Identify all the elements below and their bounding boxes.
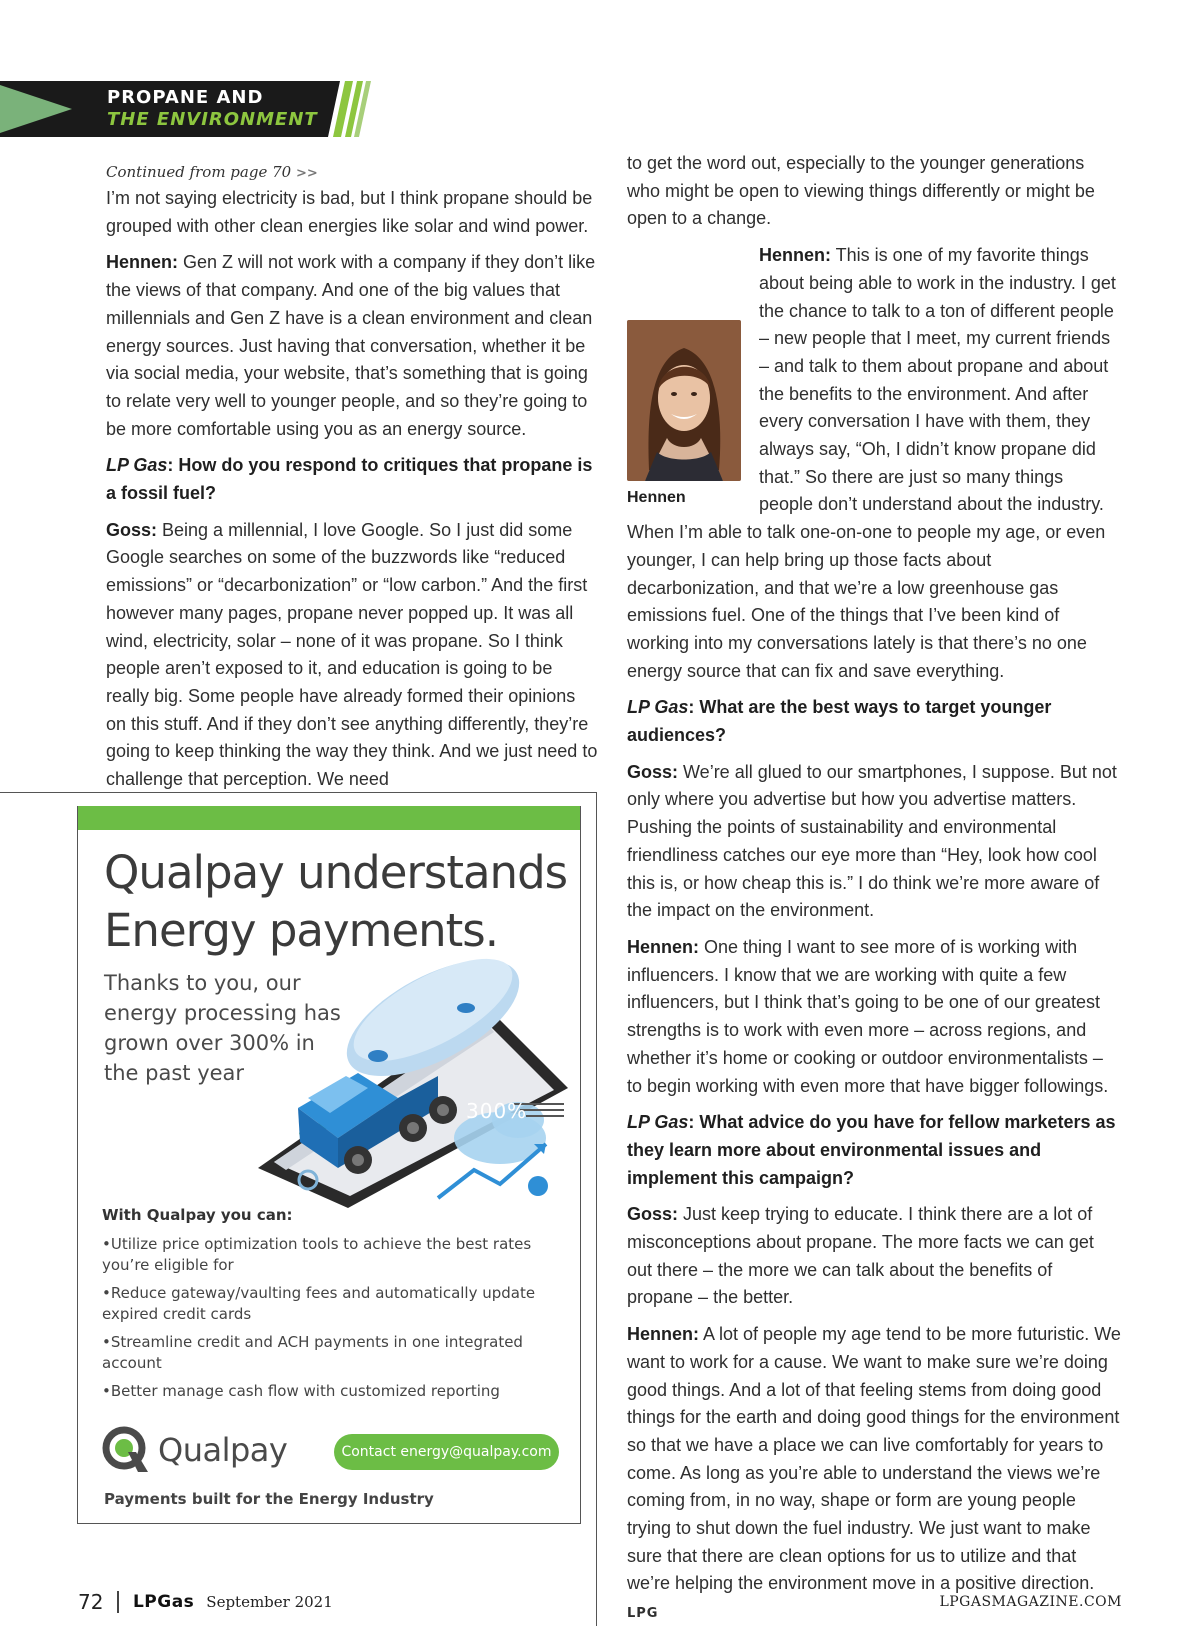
ad-sub-line: energy processing has [104, 1001, 341, 1025]
ad-benefit-item: • Streamline credit and ACH payments in one integrated account [102, 1332, 562, 1374]
paragraph: I’m not saying electricity is bad, but I think propane should be grouped with other clean energies like solar and wind power. [106, 188, 593, 236]
hennen-photo-block [627, 320, 747, 507]
question-text: : What are the best ways to target younger audiences? [627, 697, 1052, 746]
ad-benefit-item: • Reduce gateway/vaulting fees and automatically update expired credit cards [102, 1283, 562, 1325]
banner-title-line1: PROPANE AND [107, 87, 264, 108]
hennen-photo [627, 320, 741, 481]
speaker-name: Hennen: [627, 936, 699, 957]
ad-sub-line: Thanks to you, our [104, 971, 301, 995]
paragraph [106, 249, 598, 443]
question-source: LP Gas [106, 455, 168, 476]
ad-art-badge: 300% [466, 1099, 528, 1123]
ad-sub-line: the past year [104, 1061, 245, 1085]
paragraph-text: This is one of my favorite things about being able to work in the industry. I get the chance to talk to a ton of different people – new people that I meet, my current friends – and talk to them about propane and about the benefits to the environment. And after every conversation I have with them, they always say, “Oh, I didn’t know propane did that.” So there are just so many things people don’t understand about the industry. When I’m able to talk one-on-one to people my age, or even younger, I can help bring up those facts about decarbonization, and that we’re a low greenhouse gas emissions fuel. One of the things that I’ve been kind of working into my conversations lately is that there’s no one energy source that can fix and save everything. [627, 245, 1116, 681]
paragraph [106, 517, 598, 794]
paragraph-text: Being a millennial, I love Google. So I just did some Google searches on some of the buzzwords like “reduced emissions” or “decarbonization” or “low carbon.” And the first however many pages, propane never popped up. It was all wind, electricity, solar – none of it was propane. So I think people aren’t exposed to it, and education is going to be really big. Some people have already formed their opinions on this stuff. And if they don’t see anything differently, they’re going to keep thinking the way they think. And we just need to challenge that perception. We need [106, 519, 598, 790]
page-footer [78, 1590, 333, 1614]
speaker-name: Hennen: [759, 245, 831, 266]
banner-title-line2: THE ENVIRONMENT [107, 109, 318, 130]
ad-headline-line2: Energy payments. [104, 904, 499, 957]
continued-note [106, 161, 598, 185]
paragraph [627, 1321, 1121, 1626]
ad-headline-line1: Qualpay understands [104, 846, 568, 899]
ad-benefits-list [102, 1234, 562, 1409]
ad-benefit-item: • Utilize price optimization tools to achieve the best rates you’re eligible for [102, 1234, 562, 1276]
speaker-name: Hennen: [106, 252, 178, 273]
paragraph [627, 1201, 1121, 1312]
speaker-name: Goss: [627, 1204, 679, 1225]
ad-benefits-label: With Qualpay you can: [102, 1206, 293, 1224]
issue-date: September 2021 [206, 1593, 333, 1611]
ad-sub-line: grown over 300% in [104, 1031, 315, 1055]
section-banner [0, 81, 372, 137]
speaker-name: Goss: [106, 519, 158, 540]
paragraph [627, 934, 1121, 1100]
footer-divider [117, 1591, 119, 1613]
page-number: 72 [78, 1590, 104, 1614]
photo-caption: Hennen [627, 489, 686, 506]
paragraph-text: One thing I want to see more of is working with influencers. I know that we are working with quite a few influencers, but I think that’s going to be one of our greatest strengths is to work with even more – across regions, and whether it’s home or cooking or outdoor environmentalists – to begin working with even more that have bigger followings. [627, 936, 1109, 1096]
truck-phone-illustration [238, 948, 568, 1208]
paragraph: to get the word out, especially to the younger generations who might be open to viewing things differently or might be open to a change. [627, 153, 1095, 229]
ad-headline [104, 844, 567, 960]
paragraph-text: A lot of people my age tend to be more futuristic. We want to work for a cause. We want to make sure we’re doing good things. And a lot of that feeling stems from doing good things for the earth and doing good things for the environment so that we have a place we can live comfortably for years to come. As long as you’re able to understand the views we’re coming from, in no way, shape or form are young people trying to shut down the fuel industry. We just want to make sure that there are clean options for us to utilize and that we’re helping the environment move in a positive direction. [627, 1324, 1121, 1594]
paragraph [627, 759, 1121, 925]
end-mark: LPG [627, 1606, 659, 1622]
qualpay-logo[interactable] [102, 1426, 287, 1474]
ad-benefit-item: • Better manage cash flow with customized reporting [102, 1381, 562, 1402]
interview-question [106, 452, 598, 507]
ad-top-bar [78, 806, 580, 830]
contact-email-button[interactable]: Contact energy@qualpay.com [334, 1434, 559, 1470]
article-left-column [106, 161, 598, 803]
magazine-website[interactable]: LPGASMAGAZINE.COM [939, 1594, 1122, 1610]
paragraph-text: Just keep trying to educate. I think there are a lot of misconceptions about propane. The more facts we can get out there – the more we can talk about the benefits of propane – the better. [627, 1204, 1094, 1308]
continued-arrow-icon: >> [295, 166, 318, 181]
speaker-name: Goss: [627, 761, 679, 782]
qualpay-q-icon [102, 1426, 152, 1474]
qualpay-wordmark: Qualpay [158, 1431, 288, 1469]
question-text: : How do you respond to critiques that propane is a fossil fuel? [106, 455, 593, 504]
continued-text: Continued from page 70 [106, 163, 292, 181]
question-text: : What advice do you have for fellow marketers as they learn more about environmental issues and implement this campaign? [627, 1112, 1116, 1188]
interview-question [627, 1109, 1121, 1192]
banner-title [107, 87, 318, 131]
question-source: LP Gas [627, 697, 689, 718]
paragraph-text: Gen Z will not work with a company if they don’t like the views of that company. And one of the big values that millennials and Gen Z have is a clean environment and clean energy sources. Just having that conversation, whether it be via social media, your website, that’s something that is going to relate very well to younger people, and so they’re going to be more comfortable using you as an energy source. [106, 252, 596, 439]
paragraph-text: We’re all glued to our smartphones, I suppose. But not only where you advertise but how you advertise matters. Pushing the points of sustainability and environmental friendliness catches our eye more than “Hey, look how cool this is, or how cheap this is.” I do think we’re more aware of the impact on the environment. [627, 761, 1117, 921]
ad-tagline: Payments built for the Energy Industry [104, 1490, 434, 1508]
question-source: LP Gas [627, 1112, 689, 1133]
qualpay-ad[interactable] [77, 806, 581, 1524]
magazine-name: LPGas [132, 1592, 195, 1612]
speaker-name: Hennen: [627, 1324, 699, 1345]
interview-question [627, 694, 1121, 749]
